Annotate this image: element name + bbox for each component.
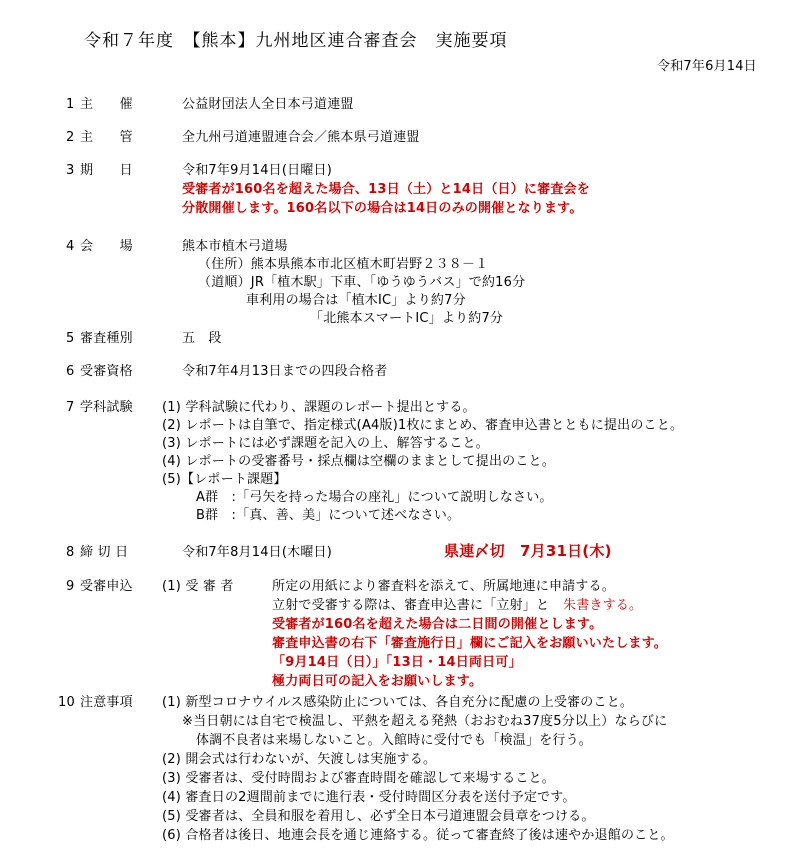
section-number: 7 <box>66 400 75 415</box>
section-label: 会 場 <box>80 239 133 254</box>
section-text: B群 :「真、善、美」について述べなさい。 <box>196 508 461 523</box>
subsection-label: (1) 受 審 者 <box>162 579 234 594</box>
section-text: 全九州弓道連盟連合会／熊本県弓道連盟 <box>182 130 420 145</box>
section-label: 期 日 <box>80 163 133 178</box>
section-text: 五 段 <box>182 331 222 346</box>
section-text: 熊本市植木弓道場 <box>182 239 288 254</box>
section-text: 令和7年4月13日までの四段合格者 <box>182 364 388 379</box>
section-text: (5) 受審者は、全員和服を着用し、必ず全日本弓道連盟会員章をつける。 <box>162 809 595 824</box>
section-text: (1) 新型コロナウイルス感染防止については、各自充分に配慮の上受審のこと。 <box>162 695 634 710</box>
section-text: 公益財団法人全日本弓道連盟 <box>182 97 354 112</box>
section-text: A群 :「弓矢を持った場合の座礼」について説明しなさい。 <box>196 490 553 505</box>
red-ink-note: 朱書きする。 <box>563 598 643 613</box>
section-text: (6) 合格者は後日、地連会長を通じ連絡する。従って審査終了後は速やか退館のこと。 <box>162 828 674 843</box>
section-text: (1) 学科試験に代わり、課題のレポート提出とする。 <box>162 400 476 415</box>
section-label: 学科試験 <box>80 400 133 415</box>
section-text: 令和7年9月14日(日曜日) <box>182 163 333 178</box>
section-label: 主 催 <box>80 97 133 112</box>
notice-text: 「9月14日（日）」「13日・14日両日可」 <box>272 655 522 670</box>
document-title: 令和７年度 【熊本】九州地区連合審査会 実施要項 <box>84 31 508 51</box>
section-label: 受審資格 <box>80 364 133 379</box>
section-text: 令和7年8月14日(木曜日) <box>182 545 333 560</box>
section-number: 5 <box>66 331 75 346</box>
section-label: 締 切 日 <box>80 545 129 560</box>
section-number: 1 <box>66 97 75 112</box>
section-number: 4 <box>66 239 75 254</box>
section-number: 3 <box>66 163 75 178</box>
section-label: 受審申込 <box>80 579 133 594</box>
section-number: 9 <box>66 579 75 594</box>
section-text: ※当日朝には自宅で検温し、平熱を超える発熱（おおむね37度5分以上）ならびに <box>182 714 668 729</box>
section-text: 所定の用紙により審査料を添えて、所属地連に申請する。 <box>272 579 615 594</box>
section-text: (4) 審査日の2週間前までに進行表・受付時間区分表を送付予定です。 <box>162 790 576 805</box>
section-label: 審査種別 <box>80 331 133 346</box>
section-text: (4) レポートの受審番号・採点欄は空欄のままとして提出のこと。 <box>162 454 555 469</box>
issue-date: 令和7年6月14日 <box>657 59 757 74</box>
notice-text: 極力両日可の記入をお願いします。 <box>272 674 483 689</box>
section-label: 主 管 <box>80 130 133 145</box>
section-text: 体調不良者は来場しないこと。入館時に受付でも「検温」を行う。 <box>196 733 593 748</box>
section-text: 「北熊本スマートIC」より約7分 <box>310 311 504 326</box>
section-text: (2) レポートは自筆で、指定様式(A4版)1枚にまとめ、審査申込書とともに提出のこと。 <box>162 418 684 433</box>
section-number: 10 <box>58 695 75 710</box>
notice-text: 分散開催します。160名以下の場合は14日のみの開催となります。 <box>182 201 583 216</box>
section-text: （道順）JR「植木駅」下車、「ゆうゆうバス」で約16分 <box>198 275 526 290</box>
section-text: (2) 開会式は行わないが、矢渡しは実施する。 <box>162 752 437 767</box>
section-text: (3) レポートには必ず課題を記入の上、解答すること。 <box>162 436 489 451</box>
notice-text: 審査申込書の右下「審査施行日」欄にご記入をお願いいたします。 <box>272 636 667 651</box>
section-text: (3) 受審者は、受付時間および審査時間を確認して来場すること。 <box>162 771 555 786</box>
notice-text: 受審者が160名を超えた場合、13日（土）と14日（日）に審査会を <box>182 182 590 197</box>
notice-text: 受審者が160名を超えた場合は二日間の開催とします。 <box>272 617 603 632</box>
section-text: （住所）熊本県熊本市北区植木町岩野２３８－１ <box>198 257 489 272</box>
section-text: 車利用の場合は「植木IC」より約7分 <box>246 293 466 308</box>
section-number: 6 <box>66 364 75 379</box>
section-text: 立射で受審する際は、審査申込書に「立射」と <box>272 598 550 613</box>
section-text: (5)【レポート課題】 <box>162 472 287 487</box>
section-label: 注意事項 <box>80 695 133 710</box>
prefecture-deadline: 県連〆切 7月31日(木) <box>444 542 612 560</box>
section-number: 2 <box>66 130 75 145</box>
section-number: 8 <box>66 545 75 560</box>
